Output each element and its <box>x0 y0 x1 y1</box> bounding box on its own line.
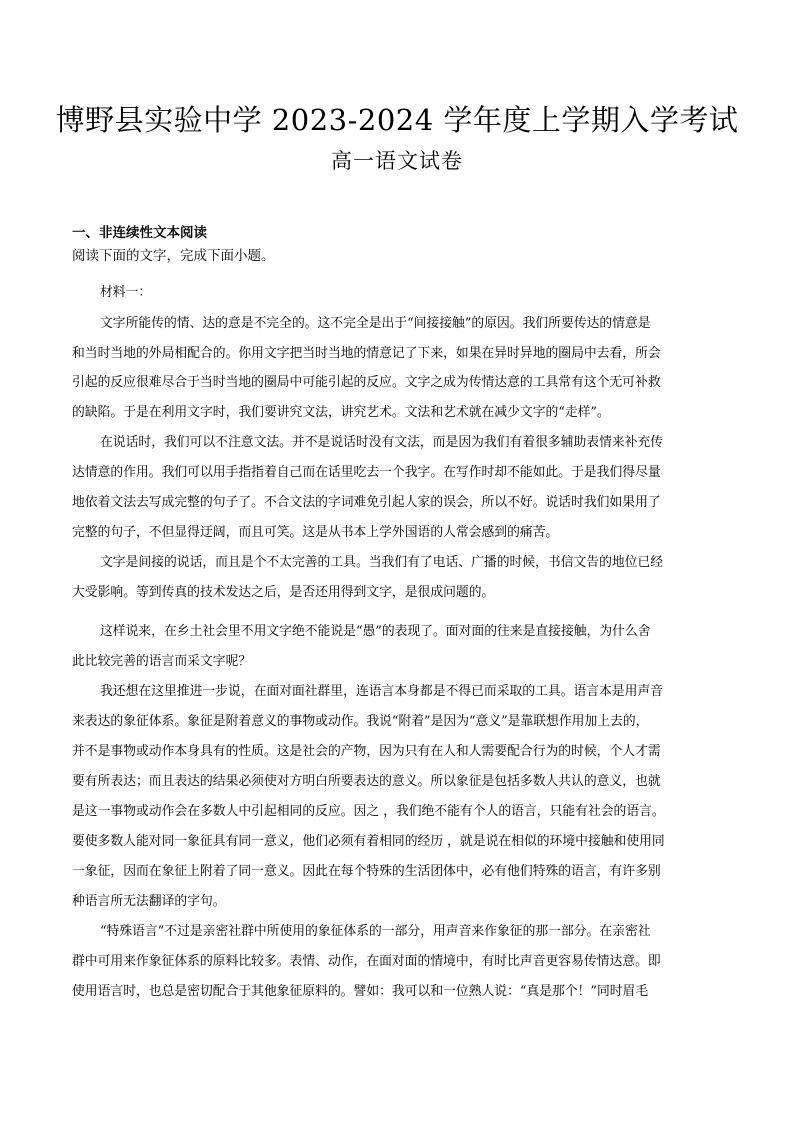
text-line: 的缺陷。于是在利用文字时，我们要讲究文法，讲究艺术。文法和艺术就在减少文字的“走样”。 <box>72 405 610 420</box>
text-line: 是这一事物或动作会在多数人中引起相同的反应。因之 ，我们绝不能有个人的语言，只能有社会的语言。 <box>72 804 665 819</box>
text-line: 使用语言时，也总是密切配合于其他象征原料的。譬如：我可以和一位熟人说：“真是那个！”同时眉毛 <box>72 984 649 999</box>
exam-title: 博野县实验中学 2023-2024 学年度上学期入学考试 <box>55 103 739 137</box>
text-line: 这样说来，在乡土社会里不用文字绝不能说是“愚”的表现了。面对面的往来是直接接触，为什么舍 <box>100 624 651 639</box>
text-line: 在说话时，我们可以不注意文法。并不是说话时没有文法，而是因为我们有着很多辅助表情来补充传 <box>100 435 664 450</box>
text-line: 要使多数人能对同一象征具有同一意义，他们必须有着相同的经历 ，就是说在相似的环境中接触和使用同 <box>72 834 665 849</box>
text-line: “特殊语言”不过是亲密社群中所使用的象征体系的一部分，用声音来作象征的那一部分。在亲密社 <box>100 924 651 939</box>
text-line: 引起的反应很难尽合于当时当地的圈局中可能引起的反应。文字之成为传情达意的工具常有这个无可补救 <box>72 375 661 390</box>
text-line: 文字是间接的说话，而且是个不太完善的工具。当我们有了电话、广播的时候，书信文告的地位已经 <box>100 555 664 570</box>
text-line: 和当时当地的外局相配合的。你用文字把当时当地的情意记了下来，如果在异时异地的圈局中去看，所会 <box>72 346 661 361</box>
text-line: 一象征，因而在象征上附着了同一意义。因此在每个特殊的生活团体中，必有他们特殊的语言，有许多别 <box>72 864 661 879</box>
text-line: 完整的句子，不但显得迂阔，而且可笑。这是从书本上学外国语的人常会感到的痛苦。 <box>72 525 559 540</box>
text-line: 大受影响。等到传真的技术发达之后，是否还用得到文字，是很成问题的。 <box>72 585 495 600</box>
text-line: 此比较完善的语言而采文字呢？ <box>72 654 252 669</box>
exam-subtitle: 高一语文试卷 <box>331 149 463 173</box>
text-line: 种语言所无法翻译的字句。 <box>72 894 226 909</box>
section-heading: 一、非连续性文本阅读 <box>72 225 207 241</box>
text-line: 文字所能传的情、达的意是不完全的。这不完全是出于“间接接触”的原因。我们所要传达的情意是 <box>100 316 651 331</box>
text-line: 群中可用来作象征体系的原料比较多。表情、动作，在面对面的情境中，有时比声音更容易传情达意。即 <box>72 954 661 969</box>
text-line: 地依着文法去写成完整的句子了。不合文法的字词难免引起人家的误会，所以不好。说话时我们如果用了 <box>72 495 661 510</box>
text-line: 达情意的作用。我们可以用手指指着自己而在话里吃去一个我字。在写作时却不能如此。于是我们得尽量 <box>72 465 661 480</box>
material-label: 材料一： <box>100 285 152 300</box>
text-line: 要有所表达；而且表达的结果必须使对方明白所要表达的意义。所以象征是包括多数人共认的意义，也就 <box>72 774 661 789</box>
text-line: 我还想在这里推进一步说，在面对面社群里，连语言本身都是不得已而采取的工具。语言本是用声音 <box>100 684 664 699</box>
section-instruction: 阅读下面的文字，完成下面小题。 <box>72 248 275 264</box>
text-line: 来表达的象征体系。象征是附着意义的事物或动作。我说“附着”是因为“意义”是靠联想作用加上去的， <box>72 714 649 729</box>
text-line: 并不是事物或动作本身具有的性质。这是社会的产物，因为只有在人和人需要配合行为的时候，个人才需 <box>72 744 661 759</box>
